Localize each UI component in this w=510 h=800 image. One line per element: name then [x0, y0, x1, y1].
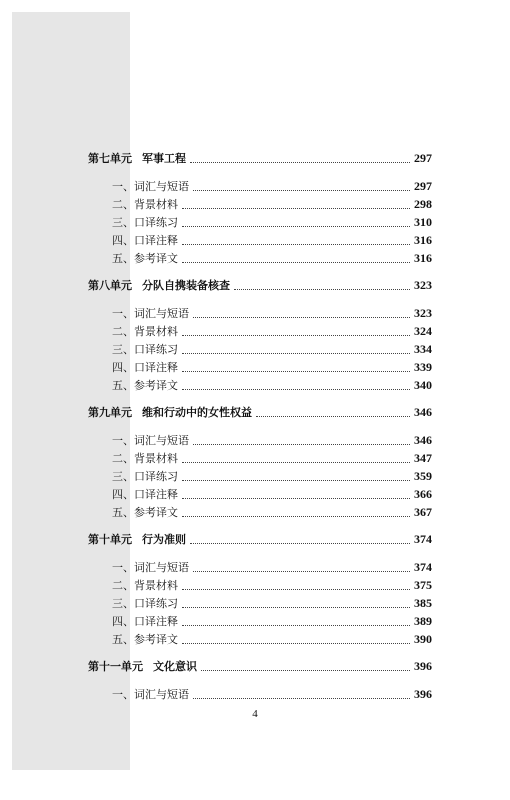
dot-leader — [201, 670, 410, 671]
page-number: 390 — [414, 632, 432, 646]
page-number: 347 — [414, 451, 432, 465]
page-number: 323 — [414, 278, 432, 292]
page-number: 385 — [414, 596, 432, 610]
unit-heading[interactable] — [88, 658, 432, 674]
toc-entry[interactable] — [112, 468, 432, 484]
dot-leader — [182, 480, 410, 481]
dot-leader — [182, 607, 410, 608]
unit-heading[interactable] — [88, 277, 432, 293]
dot-leader — [182, 643, 410, 644]
page-number: 359 — [414, 469, 432, 483]
unit-heading[interactable] — [88, 150, 432, 166]
unit-number: 第十单元 — [88, 533, 132, 546]
entry-label: 二、背景材料 — [112, 325, 178, 338]
dot-leader — [193, 698, 410, 699]
toc-entry[interactable] — [112, 486, 432, 502]
page-number: 396 — [414, 687, 432, 701]
toc-entry[interactable] — [112, 559, 432, 575]
dot-leader — [234, 289, 410, 290]
page-number: 324 — [414, 324, 432, 338]
entry-label: 五、参考译文 — [112, 379, 178, 392]
unit-title: 文化意识 — [153, 660, 197, 673]
dot-leader — [182, 262, 410, 263]
toc-entry[interactable] — [112, 450, 432, 466]
dot-leader — [256, 416, 410, 417]
entry-label: 二、背景材料 — [112, 579, 178, 592]
toc-entry[interactable] — [112, 232, 432, 248]
entry-label: 一、词汇与短语 — [112, 180, 189, 193]
toc-entry[interactable] — [112, 377, 432, 393]
dot-leader — [182, 353, 410, 354]
entry-label: 三、口译练习 — [112, 470, 178, 483]
entry-label: 一、词汇与短语 — [112, 688, 189, 701]
dot-leader — [182, 462, 410, 463]
entry-label: 三、口译练习 — [112, 216, 178, 229]
page-number: 297 — [414, 179, 432, 193]
toc-entry[interactable] — [112, 196, 432, 212]
toc-entry[interactable] — [112, 178, 432, 194]
unit-number: 第十一单元 — [88, 660, 143, 673]
page-number: 396 — [414, 659, 432, 673]
page-number: 346 — [414, 433, 432, 447]
toc-entry[interactable] — [112, 686, 432, 702]
dot-leader — [190, 162, 410, 163]
toc-entry[interactable] — [112, 577, 432, 593]
dot-leader — [182, 208, 410, 209]
entry-label: 四、口译注释 — [112, 234, 178, 247]
page-number: 316 — [414, 251, 432, 265]
toc-entry[interactable] — [112, 359, 432, 375]
page-number: 374 — [414, 532, 432, 546]
page-number: 339 — [414, 360, 432, 374]
entry-label: 二、背景材料 — [112, 452, 178, 465]
unit-title: 行为准则 — [142, 533, 186, 546]
toc-entry[interactable] — [112, 250, 432, 266]
unit-heading[interactable] — [88, 531, 432, 547]
unit-number: 第九单元 — [88, 406, 132, 419]
dot-leader — [182, 371, 410, 372]
toc-entry[interactable] — [112, 504, 432, 520]
unit-heading[interactable] — [88, 404, 432, 420]
page-number: 375 — [414, 578, 432, 592]
toc-entry[interactable] — [112, 305, 432, 321]
entry-label: 五、参考译文 — [112, 633, 178, 646]
dot-leader — [193, 571, 410, 572]
page-number: 374 — [414, 560, 432, 574]
page-number: 340 — [414, 378, 432, 392]
unit-number: 第八单元 — [88, 279, 132, 292]
page-number: 298 — [414, 197, 432, 211]
toc-entry[interactable] — [112, 341, 432, 357]
page-number: 316 — [414, 233, 432, 247]
entry-label: 五、参考译文 — [112, 252, 178, 265]
entry-label: 四、口译注释 — [112, 488, 178, 501]
dot-leader — [182, 335, 410, 336]
page-number: 389 — [414, 614, 432, 628]
unit-title: 军事工程 — [142, 152, 186, 165]
unit-title: 分队自携装备核查 — [142, 279, 230, 292]
entry-label: 一、词汇与短语 — [112, 434, 189, 447]
page-number: 310 — [414, 215, 432, 229]
toc-entry[interactable] — [112, 432, 432, 448]
page-number: 367 — [414, 505, 432, 519]
folio-page-number: 4 — [252, 708, 258, 720]
toc-entry[interactable] — [112, 323, 432, 339]
dot-leader — [182, 516, 410, 517]
dot-leader — [182, 389, 410, 390]
page-number: 346 — [414, 405, 432, 419]
unit-title: 维和行动中的女性权益 — [142, 406, 252, 419]
dot-leader — [193, 317, 410, 318]
entry-label: 二、背景材料 — [112, 198, 178, 211]
toc-entry[interactable] — [112, 613, 432, 629]
entry-label: 三、口译练习 — [112, 597, 178, 610]
entry-label: 五、参考译文 — [112, 506, 178, 519]
dot-leader — [182, 244, 410, 245]
dot-leader — [193, 190, 410, 191]
entry-label: 三、口译练习 — [112, 343, 178, 356]
entry-label: 一、词汇与短语 — [112, 307, 189, 320]
page-number: 366 — [414, 487, 432, 501]
dot-leader — [193, 444, 410, 445]
page-number: 297 — [414, 151, 432, 165]
toc-entry[interactable] — [112, 595, 432, 611]
dot-leader — [182, 589, 410, 590]
toc-entry[interactable] — [112, 214, 432, 230]
unit-number: 第七单元 — [88, 152, 132, 165]
page-number: 334 — [414, 342, 432, 356]
entry-label: 四、口译注释 — [112, 361, 178, 374]
toc-entry[interactable] — [112, 631, 432, 647]
page-number: 323 — [414, 306, 432, 320]
dot-leader — [190, 543, 410, 544]
dot-leader — [182, 498, 410, 499]
dot-leader — [182, 625, 410, 626]
dot-leader — [182, 226, 410, 227]
entry-label: 四、口译注释 — [112, 615, 178, 628]
entry-label: 一、词汇与短语 — [112, 561, 189, 574]
